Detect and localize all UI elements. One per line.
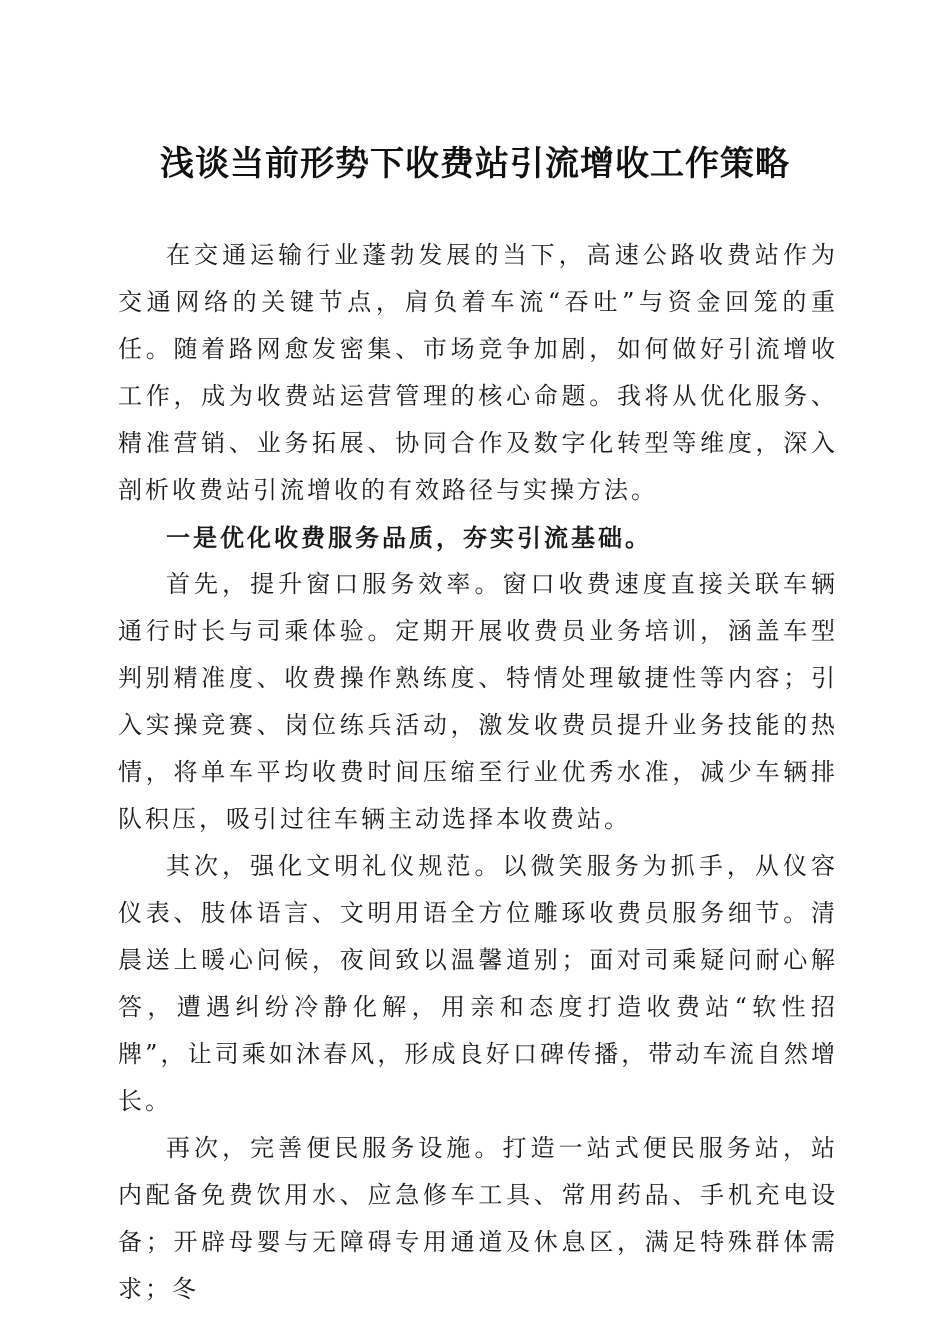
paragraph-second: 其次，强化文明礼仪规范。以微笑服务为抓手，从仪容仪表、肢体语言、文明用语全方位雕琢收费员服务细节。清晨送上暖心问候，夜间致以温馨道别；面对司乘疑问耐心解答，遭遇纠纷冷静化解，用亲和态度打造收费站“软性招牌”，让司乘如沐春风，形成良好口碑传播，带动车流自然增长。 [118,852,838,1115]
intro-paragraph: 在交通运输行业蓬勃发展的当下，高速公路收费站作为交通网络的关键节点，肩负着车流“吞吐”与资金回笼的重任。随着路网愈发密集、市场竞争加剧，如何做好引流增收工作，成为收费站运营管理的核心命题。我将从优化服务、精准营销、业务拓展、协同合作及数字化转型等维度，深入剖析收费站引流增收的有效路径与实操方法。 [118,241,838,504]
document-title: 浅谈当前形势下收费站引流增收工作策略 [160,144,790,184]
document-body [118,232,838,1313]
paragraph-first: 首先，提升窗口服务效率。窗口收费速度直接关联车辆通行时长与司乘体验。定期开展收费员业务培训，涵盖车型判别精准度、收费操作熟练度、特情处理敏捷性等内容；引入实操竞赛、岗位练兵活动，激发收费员提升业务技能的热情，将单车平均收费时间压缩至行业优秀水准，减少车辆排队积压，吸引过往车辆主动选择本收费站。 [118,570,838,833]
section-heading: 一是优化收费服务品质，夯实引流基础。 [166,523,652,552]
paragraph-third: 再次，完善便民服务设施。打造一站式便民服务站，站内配备免费饮用水、应急修车工具、常用药品、手机充电设备；开辟母婴与无障碍专用通道及休息区，满足特殊群体需求；冬 [118,1134,838,1303]
